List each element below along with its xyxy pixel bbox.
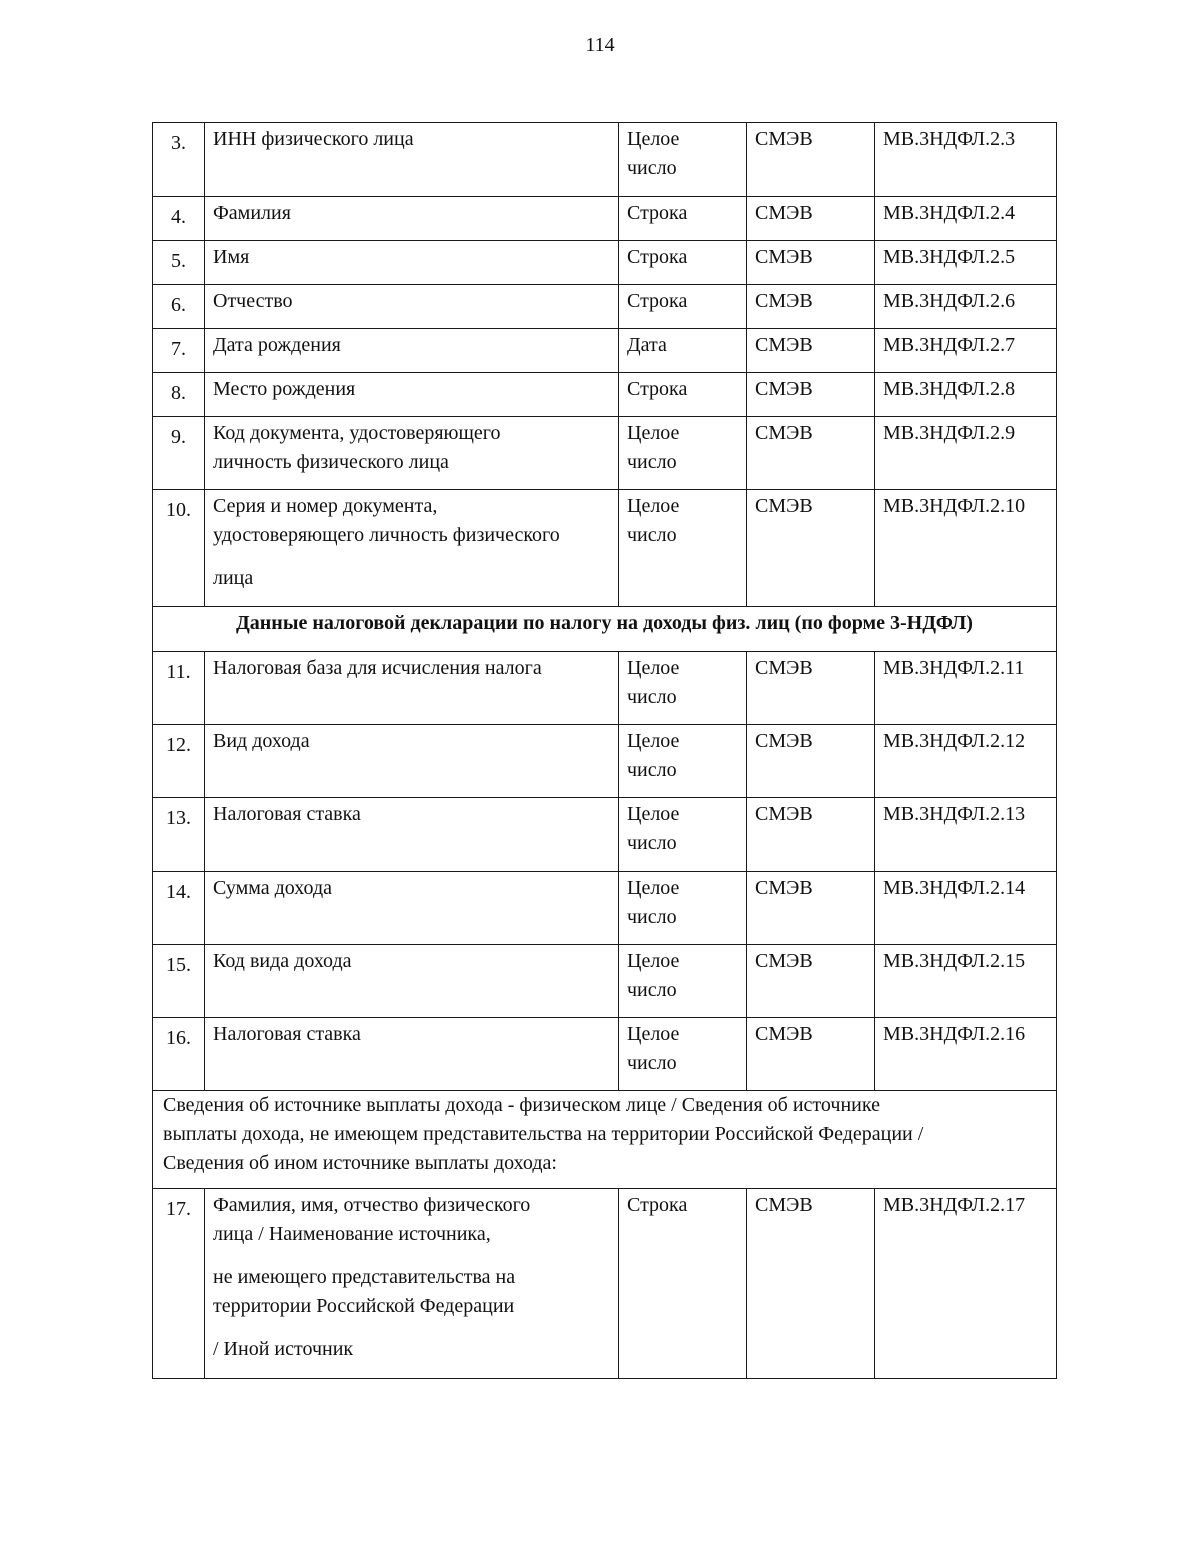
field-source: СМЭВ	[747, 945, 875, 1018]
field-name: Налоговая база для исчисления налога	[205, 652, 619, 725]
field-type: Строка	[619, 373, 747, 417]
field-type: Целое число	[619, 652, 747, 725]
field-source: СМЭВ	[747, 725, 875, 798]
field-code: МВ.3НДФЛ.2.11	[875, 652, 1057, 725]
row-number: 13.	[153, 798, 205, 872]
field-type: Целое число	[619, 1018, 747, 1091]
field-type: Целое число	[619, 123, 747, 197]
field-name: Фамилия	[205, 197, 619, 241]
field-source: СМЭВ	[747, 285, 875, 329]
field-name: ИНН физического лица	[205, 123, 619, 197]
field-type: Целое число	[619, 417, 747, 490]
table-row	[153, 872, 1057, 945]
field-code: МВ.3НДФЛ.2.10	[875, 490, 1057, 607]
field-source: СМЭВ	[747, 329, 875, 373]
table-row	[153, 1189, 1057, 1379]
table-row	[153, 945, 1057, 1018]
field-type: Целое число	[619, 725, 747, 798]
row-number: 3.	[153, 123, 205, 197]
field-source: СМЭВ	[747, 1189, 875, 1379]
field-code: МВ.3НДФЛ.2.12	[875, 725, 1057, 798]
table-row	[153, 241, 1057, 285]
field-name: Вид дохода	[205, 725, 619, 798]
row-number: 7.	[153, 329, 205, 373]
field-type: Строка	[619, 241, 747, 285]
field-type: Целое число	[619, 872, 747, 945]
field-source: СМЭВ	[747, 490, 875, 607]
field-source: СМЭВ	[747, 373, 875, 417]
field-code: МВ.3НДФЛ.2.17	[875, 1189, 1057, 1379]
row-number: 12.	[153, 725, 205, 798]
table-row	[153, 329, 1057, 373]
table-row	[153, 1018, 1057, 1091]
field-type: Строка	[619, 197, 747, 241]
field-code: МВ.3НДФЛ.2.9	[875, 417, 1057, 490]
section-row	[153, 1091, 1057, 1189]
field-source: СМЭВ	[747, 652, 875, 725]
table-row	[153, 490, 1057, 607]
field-code: МВ.3НДФЛ.2.6	[875, 285, 1057, 329]
table-row	[153, 285, 1057, 329]
table-row	[153, 123, 1057, 197]
field-name: Сумма дохода	[205, 872, 619, 945]
field-code: МВ.3НДФЛ.2.5	[875, 241, 1057, 285]
field-type: Целое число	[619, 798, 747, 872]
table-row	[153, 197, 1057, 241]
field-code: МВ.3НДФЛ.2.8	[875, 373, 1057, 417]
row-number: 5.	[153, 241, 205, 285]
field-type: Строка	[619, 1189, 747, 1379]
field-source: СМЭВ	[747, 123, 875, 197]
row-number: 4.	[153, 197, 205, 241]
table-row	[153, 652, 1057, 725]
field-name: Код вида дохода	[205, 945, 619, 1018]
field-code: МВ.3НДФЛ.2.3	[875, 123, 1057, 197]
field-name: Место рождения	[205, 373, 619, 417]
field-code: МВ.3НДФЛ.2.13	[875, 798, 1057, 872]
field-source: СМЭВ	[747, 241, 875, 285]
page-number: 114	[585, 34, 615, 56]
field-source: СМЭВ	[747, 798, 875, 872]
row-number: 17.	[153, 1189, 205, 1379]
field-name: Серия и номер документа, удостоверяющего личность физического лица	[205, 490, 619, 607]
row-number: 9.	[153, 417, 205, 490]
field-code: МВ.3НДФЛ.2.16	[875, 1018, 1057, 1091]
row-number: 10.	[153, 490, 205, 607]
table-row	[153, 373, 1057, 417]
field-name: Код документа, удостоверяющего личность физического лица	[205, 417, 619, 490]
field-source: СМЭВ	[747, 197, 875, 241]
row-number: 14.	[153, 872, 205, 945]
field-name: Налоговая ставка	[205, 798, 619, 872]
field-code: МВ.3НДФЛ.2.4	[875, 197, 1057, 241]
field-name: Отчество	[205, 285, 619, 329]
field-source: СМЭВ	[747, 872, 875, 945]
field-source: СМЭВ	[747, 1018, 875, 1091]
row-number: 15.	[153, 945, 205, 1018]
field-name: Налоговая ставка	[205, 1018, 619, 1091]
section-note: Сведения об источнике выплаты дохода - физическом лице / Сведения об источнике выплаты дохода, не имеющем представительства на территории Российской Федерации / Сведения об ином источнике выплаты дохода:	[153, 1091, 1057, 1189]
field-type: Дата	[619, 329, 747, 373]
field-name: Дата рождения	[205, 329, 619, 373]
row-number: 16.	[153, 1018, 205, 1091]
section-row	[153, 607, 1057, 652]
table-row	[153, 417, 1057, 490]
table-row	[153, 725, 1057, 798]
table-row	[153, 798, 1057, 872]
table-body	[153, 123, 1057, 1379]
field-name: Фамилия, имя, отчество физического лица / Наименование источника, не имеющего представительства на территории Российской Федерации / Иной источник	[205, 1189, 619, 1379]
data-table	[152, 122, 1057, 1379]
row-number: 6.	[153, 285, 205, 329]
row-number: 8.	[153, 373, 205, 417]
field-source: СМЭВ	[747, 417, 875, 490]
field-type: Целое число	[619, 945, 747, 1018]
field-code: МВ.3НДФЛ.2.14	[875, 872, 1057, 945]
field-type: Строка	[619, 285, 747, 329]
field-name: Имя	[205, 241, 619, 285]
field-type: Целое число	[619, 490, 747, 607]
section-heading: Данные налоговой декларации по налогу на доходы физ. лиц (по форме 3-НДФЛ)	[153, 607, 1057, 652]
field-code: МВ.3НДФЛ.2.7	[875, 329, 1057, 373]
field-code: МВ.3НДФЛ.2.15	[875, 945, 1057, 1018]
row-number: 11.	[153, 652, 205, 725]
